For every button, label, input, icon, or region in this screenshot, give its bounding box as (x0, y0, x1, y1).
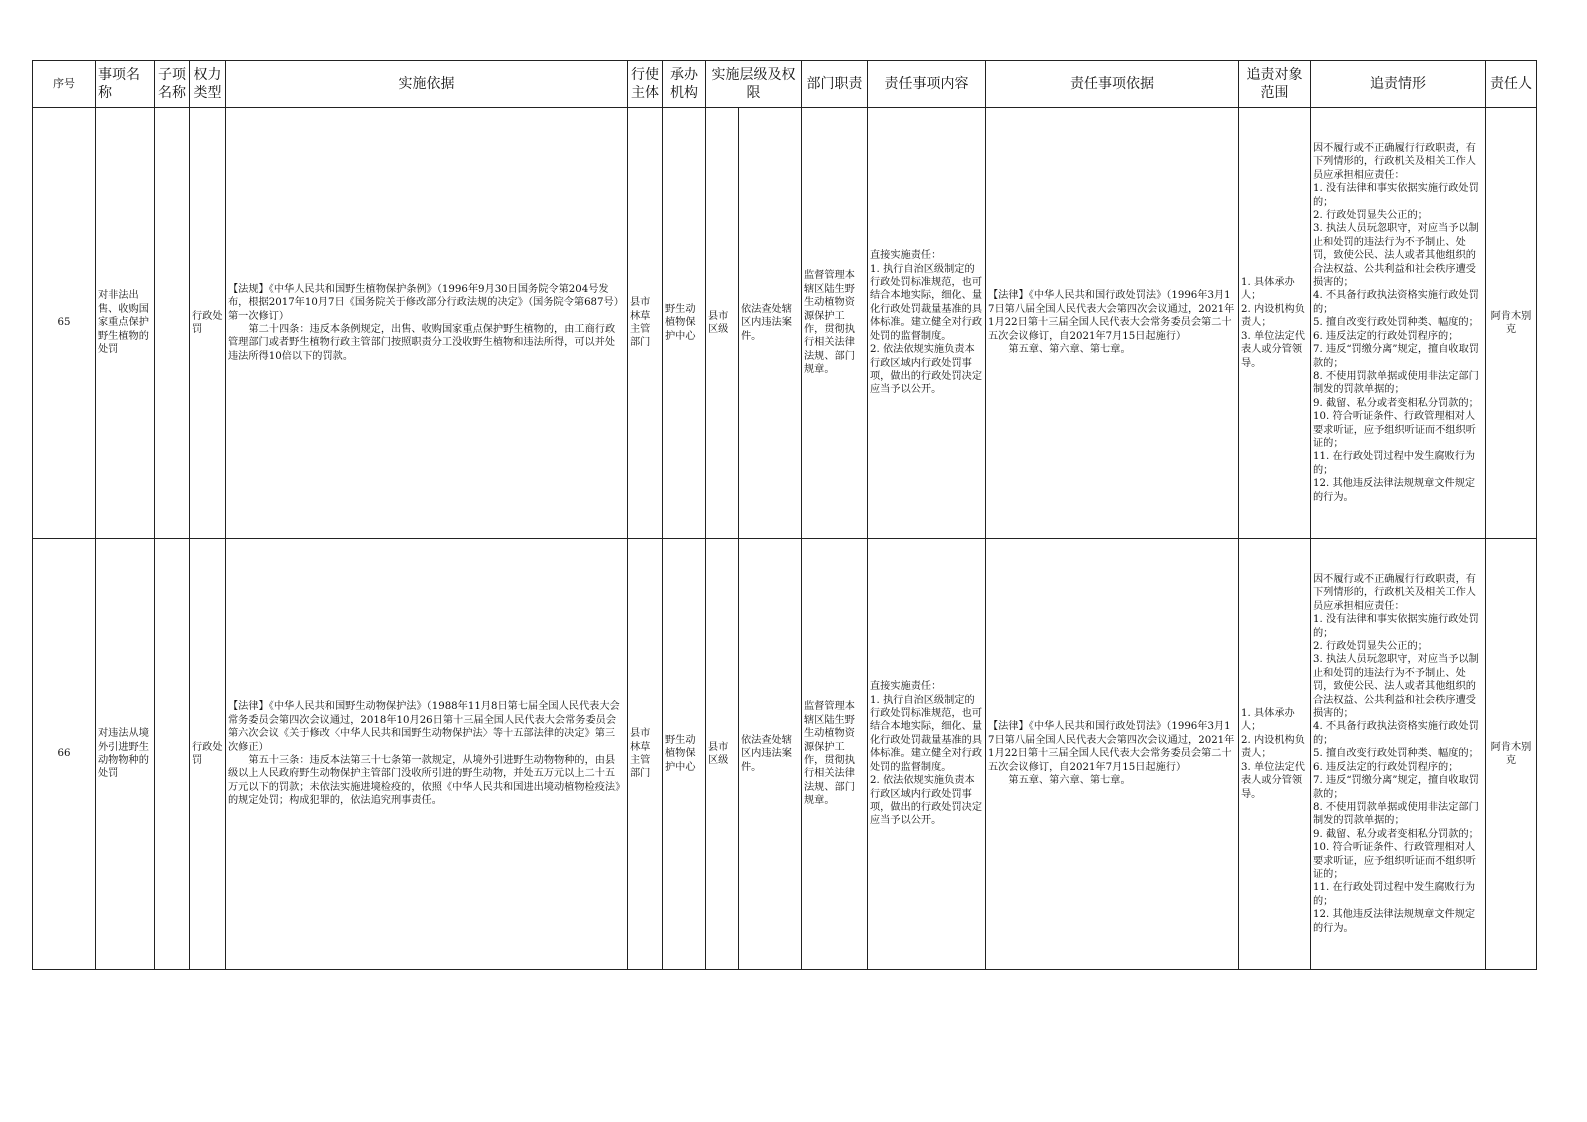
cell-scope: 1. 具体承办人； 2. 内设机构负责人； 3. 单位法定代表人或分管领导。 (1239, 539, 1311, 970)
header-power-type: 权力类型 (190, 61, 226, 108)
power-list-table (32, 60, 1537, 970)
cell-basis (226, 539, 628, 970)
header-duty: 部门职责 (802, 61, 868, 108)
cell-accountability: 因不履行或不正确履行行政职责，有下列情形的，行政机关及相关工作人员应承担相应责任： 1. 没有法律和事实依据实施行政处罚的； 2. 行政处罚显失公正的； 3. 执法人员玩忽职守，对应当予以制止和处罚的违法行为不予制止、处罚，致使公民、法人或者其他组织的合法权益、公共利益和社会秩序遭受损害的； 4. 不具备行政执法资格实施行政处罚的； 5. 擅自改变行政处罚种类、幅度的； 6. 违反法定的行政处罚程序的； 7. 违反“罚缴分离”规定，擅自收取罚款的； 8. 不使用罚款单据或使用非法定部门制发的罚款单据的； 9. 截留、私分或者变相私分罚款的； 10. 符合听证条件、行政管理相对人要求听证，应予组织听证而不组织听证的； 11. 在行政处罚过程中发生腐败行为的； 12. 其他违反法律法规规章文件规定的行为。 (1311, 539, 1486, 970)
cell-level: 县市区级 (706, 539, 739, 970)
resp-basis-chapters: 第五章、第六章、第七章。 (1008, 344, 1131, 356)
basis-article: 第五十三条：违反本法第三十七条第一款规定，从境外引进野生动物物种的，由县级以上人民政府野生动物保护主管部门没收所引进的野生动物，并处五万元以上二十五万元以下的罚款；未依法实施进境检疫的，依照《中华人民共和国进出境动植物检疫法》的规定处罚；构成犯罪的，依法追究刑事责任。 (228, 755, 621, 807)
cell-sub-name (155, 539, 190, 970)
cell-resp-content: 直接实施责任： 1. 执行自治区级制定的行政处罚标准规范，也可结合本地实际，细化、量化行政处罚裁量基准的具体标准。建立健全对行政处罚的监督制度。 2. 依法依规实施负责本行政区域内行政处罚事项，做出的行政处罚决定应当予以公开。 (868, 108, 986, 539)
header-row (33, 61, 1537, 108)
cell-responsible: 阿肯木别克 (1486, 539, 1537, 970)
basis-citation: 【法规】《中华人民共和国野生植物保护条例》（1996年9月30日国务院令第204号发布，根据2017年10月7日《国务院关于修改部分行政法规的决定》（国务院令第687号）第一次修订） (228, 283, 624, 322)
cell-accountability: 因不履行或不正确履行行政职责，有下列情形的，行政机关及相关工作人员应承担相应责任： 1. 没有法律和事实依据实施行政处罚的； 2. 行政处罚显失公正的； 3. 执法人员玩忽职守，对应当予以制止和处罚的违法行为不予制止、处罚，致使公民、法人或者其他组织的合法权益、公共利益和社会秩序遭受损害的； 4. 不具备行政执法资格实施行政处罚的； 5. 擅自改变行政处罚种类、幅度的； 6. 违反法定的行政处罚程序的； 7. 违反“罚缴分离”规定，擅自收取罚款的； 8. 不使用罚款单据或使用非法定部门制发的罚款单据的； 9. 截留、私分或者变相私分罚款的； 10. 符合听证条件、行政管理相对人要求听证，应予组织听证而不组织听证的； 11. 在行政处罚过程中发生腐败行为的； 12. 其他违反法律法规规章文件规定的行为。 (1311, 108, 1486, 539)
header-item-name: 事项名称 (96, 61, 155, 108)
header-level-authority: 实施层级及权限 (706, 61, 802, 108)
basis-article: 第二十四条：违反本条例规定，出售、收购国家重点保护野生植物的，由工商行政管理部门或者野生植物行政主管部门按照职责分工没收野生植物和违法所得，可以并处违法所得10倍以下的罚款。 (228, 324, 616, 362)
cell-sub-name (155, 108, 190, 539)
header-basis: 实施依据 (226, 61, 628, 108)
cell-subject: 县市林草主管部门 (628, 539, 663, 970)
table-row (33, 539, 1537, 970)
cell-power-type: 行政处罚 (190, 108, 226, 539)
cell-level: 县市区级 (706, 108, 739, 539)
basis-citation: 【法律】《中华人民共和国野生动物保护法》（1988年11月8日第七届全国人民代表大会常务委员会第四次会议通过，2018年10月26日第十三届全国人民代表大会常务委员会第六次会议《关于修改〈中华人民共和国野生动物保护法〉等十五部法律的决定》第三次修正） (228, 701, 620, 753)
cell-seq: 66 (33, 539, 96, 970)
header-seq: 序号 (33, 61, 96, 108)
cell-authority: 依法查处辖区内违法案件。 (739, 539, 802, 970)
cell-seq: 65 (33, 108, 96, 539)
cell-duty: 监督管理本辖区陆生野生动植物资源保护工作，贯彻执行相关法律法规、部门规章。 (802, 108, 868, 539)
header-resp-content: 责任事项内容 (868, 61, 986, 108)
cell-basis (226, 108, 628, 539)
cell-resp-basis (986, 108, 1239, 539)
cell-item-name: 对非法出售、收购国家重点保护野生植物的处罚 (96, 108, 155, 539)
table-row (33, 108, 1537, 539)
resp-basis-chapters: 第五章、第六章、第七章。 (1008, 775, 1131, 787)
cell-authority: 依法查处辖区内违法案件。 (739, 108, 802, 539)
cell-agency: 野生动植物保护中心 (663, 539, 706, 970)
cell-duty: 监督管理本辖区陆生野生动植物资源保护工作，贯彻执行相关法律法规、部门规章。 (802, 539, 868, 970)
header-accountable-scope: 追责对象范围 (1239, 61, 1311, 108)
header-sub-name: 子项名称 (155, 61, 190, 108)
header-agency: 承办机构 (663, 61, 706, 108)
cell-resp-content: 直接实施责任： 1. 执行自治区级制定的行政处罚标准规范，也可结合本地实际，细化、量化行政处罚裁量基准的具体标准。建立健全对行政处罚的监督制度。 2. 依法依规实施负责本行政区域内行政处罚事项，做出的行政处罚决定应当予以公开。 (868, 539, 986, 970)
cell-resp-basis (986, 539, 1239, 970)
cell-agency: 野生动植物保护中心 (663, 108, 706, 539)
cell-item-name: 对违法从境外引进野生动物物种的处罚 (96, 539, 155, 970)
header-accountability: 追责情形 (1311, 61, 1486, 108)
cell-responsible: 阿肯木别克 (1486, 108, 1537, 539)
cell-subject: 县市林草主管部门 (628, 108, 663, 539)
header-responsible: 责任人 (1486, 61, 1537, 108)
header-subject: 行使主体 (628, 61, 663, 108)
resp-basis-citation: 【法律】《中华人民共和国行政处罚法》（1996年3月17日第八届全国人民代表大会第四次会议通过，2021年1月22日第十三届全国人民代表大会常务委员会第二十五次会议修订，自2021年7月15日起施行） (988, 721, 1235, 773)
cell-power-type: 行政处罚 (190, 539, 226, 970)
header-resp-basis: 责任事项依据 (986, 61, 1239, 108)
cell-scope: 1. 具体承办人； 2. 内设机构负责人； 3. 单位法定代表人或分管领导。 (1239, 108, 1311, 539)
resp-basis-citation: 【法律】《中华人民共和国行政处罚法》（1996年3月17日第八届全国人民代表大会第四次会议通过，2021年1月22日第十三届全国人民代表大会常务委员会第二十五次会议修订，自2021年7月15日起施行） (988, 290, 1235, 342)
